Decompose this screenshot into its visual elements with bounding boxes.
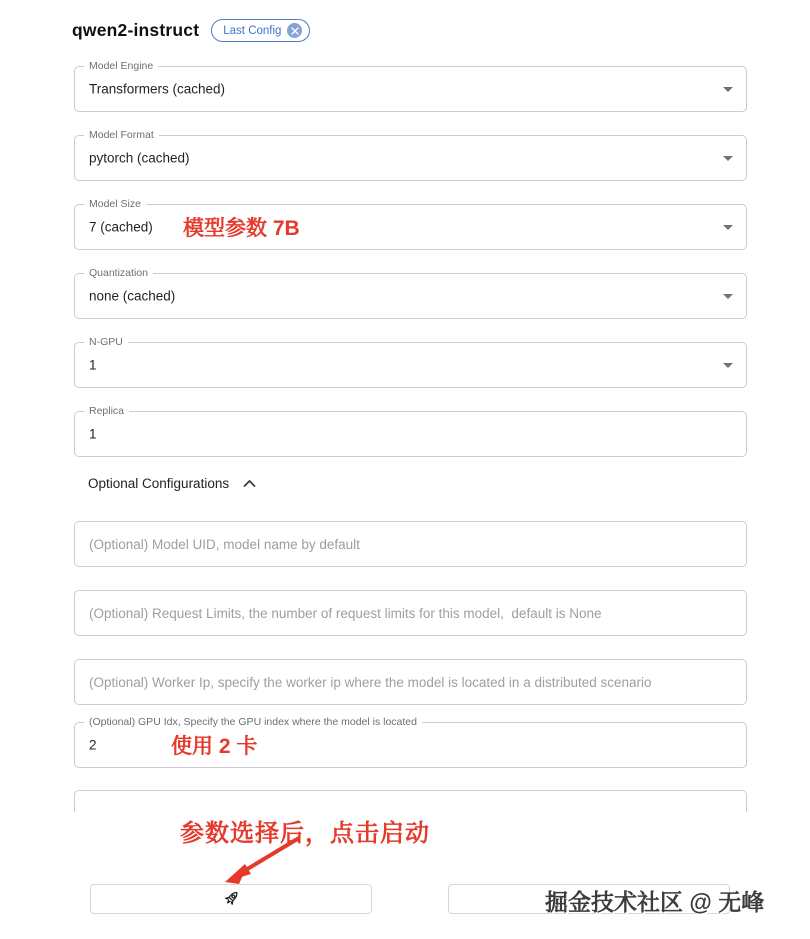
dropdown-caret-icon[interactable] <box>723 225 733 230</box>
dropdown-caret-icon[interactable] <box>723 363 733 368</box>
gpu-idx-field[interactable] <box>74 716 747 768</box>
model-format-value: pytorch (cached) <box>89 150 190 166</box>
model-size-annotation: 模型参数 7B <box>183 217 300 240</box>
model-format-select[interactable] <box>74 129 747 181</box>
model-engine-value: Transformers (cached) <box>89 81 226 97</box>
model-engine-select[interactable] <box>74 60 747 112</box>
dropdown-caret-icon[interactable] <box>723 87 733 92</box>
optional-configurations-toggle[interactable] <box>88 476 256 491</box>
model-engine-label: Model Engine <box>84 60 158 73</box>
request-limits-field <box>74 590 747 636</box>
replica-label: Replica <box>84 405 129 418</box>
n-gpu-select[interactable] <box>74 336 747 388</box>
chip-close-icon[interactable] <box>287 23 302 38</box>
replica-value: 1 <box>89 426 97 442</box>
model-size-label: Model Size <box>84 198 146 211</box>
model-size-value: 7 (cached) <box>89 219 153 235</box>
page-title: qwen2-instruct <box>72 20 200 40</box>
request-limits-input[interactable] <box>75 591 746 635</box>
n-gpu-label: N-GPU <box>84 336 128 349</box>
model-uid-field <box>74 521 747 567</box>
worker-ip-field <box>74 659 747 705</box>
last-config-chip[interactable] <box>211 19 310 42</box>
model-size-select[interactable] <box>74 198 747 250</box>
quantization-label: Quantization <box>84 267 153 280</box>
optional-configurations-title: Optional Configurations <box>88 476 230 491</box>
dropdown-caret-icon[interactable] <box>723 156 733 161</box>
quantization-select[interactable] <box>74 267 747 319</box>
gpu-idx-annotation: 使用 2 卡 <box>171 735 258 758</box>
launch-button[interactable] <box>90 884 372 914</box>
gpu-idx-value: 2 <box>89 737 97 753</box>
replica-field[interactable] <box>74 405 747 457</box>
gpu-idx-label: (Optional) GPU Idx, Specify the GPU index where the model is located <box>84 716 422 729</box>
truncated-field <box>74 790 747 812</box>
worker-ip-input[interactable] <box>75 660 746 704</box>
last-config-chip-label: Last Config <box>223 24 282 37</box>
n-gpu-value: 1 <box>89 357 97 373</box>
dropdown-caret-icon[interactable] <box>723 294 733 299</box>
quantization-value: none (cached) <box>89 288 176 304</box>
header <box>72 19 310 42</box>
red-arrow-annotation <box>215 828 315 886</box>
watermark: 掘金技术社区 @ 无峰 <box>545 889 765 915</box>
rocket-launch-icon <box>220 888 242 910</box>
launch-note-annotation: 参数选择后，点击启动 <box>180 820 430 847</box>
model-format-label: Model Format <box>84 129 159 142</box>
chevron-up-icon <box>243 479 256 488</box>
model-uid-input[interactable] <box>75 522 746 566</box>
